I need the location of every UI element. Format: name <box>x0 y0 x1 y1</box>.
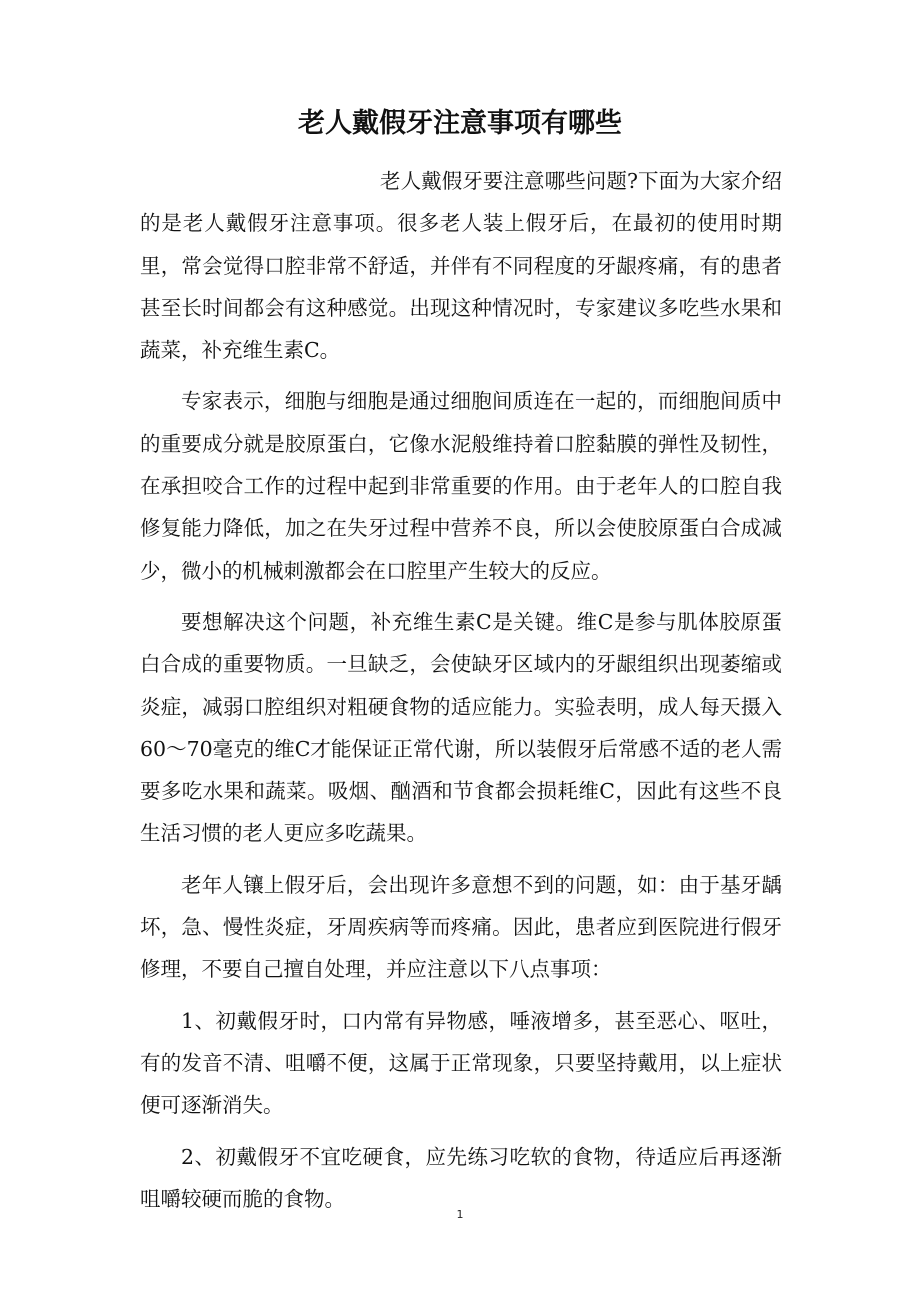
page-number: 1 <box>456 1208 464 1221</box>
document-body <box>140 160 782 1229</box>
paragraph-item-1: 1、初戴假牙时，口内常有异物感，唾液增多，甚至恶心、呕吐，有的发音不清、咀嚼不便，这属于正常现象，只要坚持戴用，以上症状便可逐渐消失。 <box>140 1008 782 1118</box>
paragraph-intro: 老人戴假牙要注意哪些问题?下面为大家介绍的是老人戴假牙注意事项。很多老人装上假牙后，在最初的使用时期里，常会觉得口腔非常不舒适，并伴有不同程度的牙龈疼痛，有的患者甚至长时间都会有这种感觉。出现这种情况时，专家建议多吃些水果和蔬菜，补充维生素C。 <box>140 169 782 363</box>
document-title: 老人戴假牙注意事项有哪些 <box>298 108 622 139</box>
paragraph-item-2: 2、初戴假牙不宜吃硬食，应先练习吃软的食物，待适应后再逐渐咀嚼较硬而脆的食物。 <box>140 1144 782 1211</box>
paragraph-vitamin-c: 要想解决这个问题，补充维生素C是关键。维C是参与肌体胶原蛋白合成的重要物质。一旦缺乏，会使缺牙区域内的牙龈组织出现萎缩或炎症，减弱口腔组织对粗硬食物的适应能力。实验表明，成人每天摄入60～70毫克的维C才能保证正常代谢，所以装假牙后常感不适的老人需要多吃水果和蔬菜。吸烟、酗酒和节食都会损耗维C，因此有这些不良生活习惯的老人更应多吃蔬果。 <box>140 609 782 846</box>
paragraph-problems: 老年人镶上假牙后，会出现许多意想不到的问题，如：由于基牙龋坏，急、慢性炎症，牙周疾病等而疼痛。因此，患者应到医院进行假牙修理，不要自己擅自处理，并应注意以下八点事项： <box>140 872 782 982</box>
paragraph-expert: 专家表示，细胞与细胞是通过细胞间质连在一起的，而细胞间质中的重要成分就是胶原蛋白，它像水泥般维持着口腔黏膜的弹性及韧性，在承担咬合工作的过程中起到非常重要的作用。由于老年人的口腔自我修复能力降低，加之在失牙过程中营养不良，所以会使胶原蛋白合成减少，微小的机械刺激都会在口腔里产生较大的反应。 <box>140 389 782 583</box>
